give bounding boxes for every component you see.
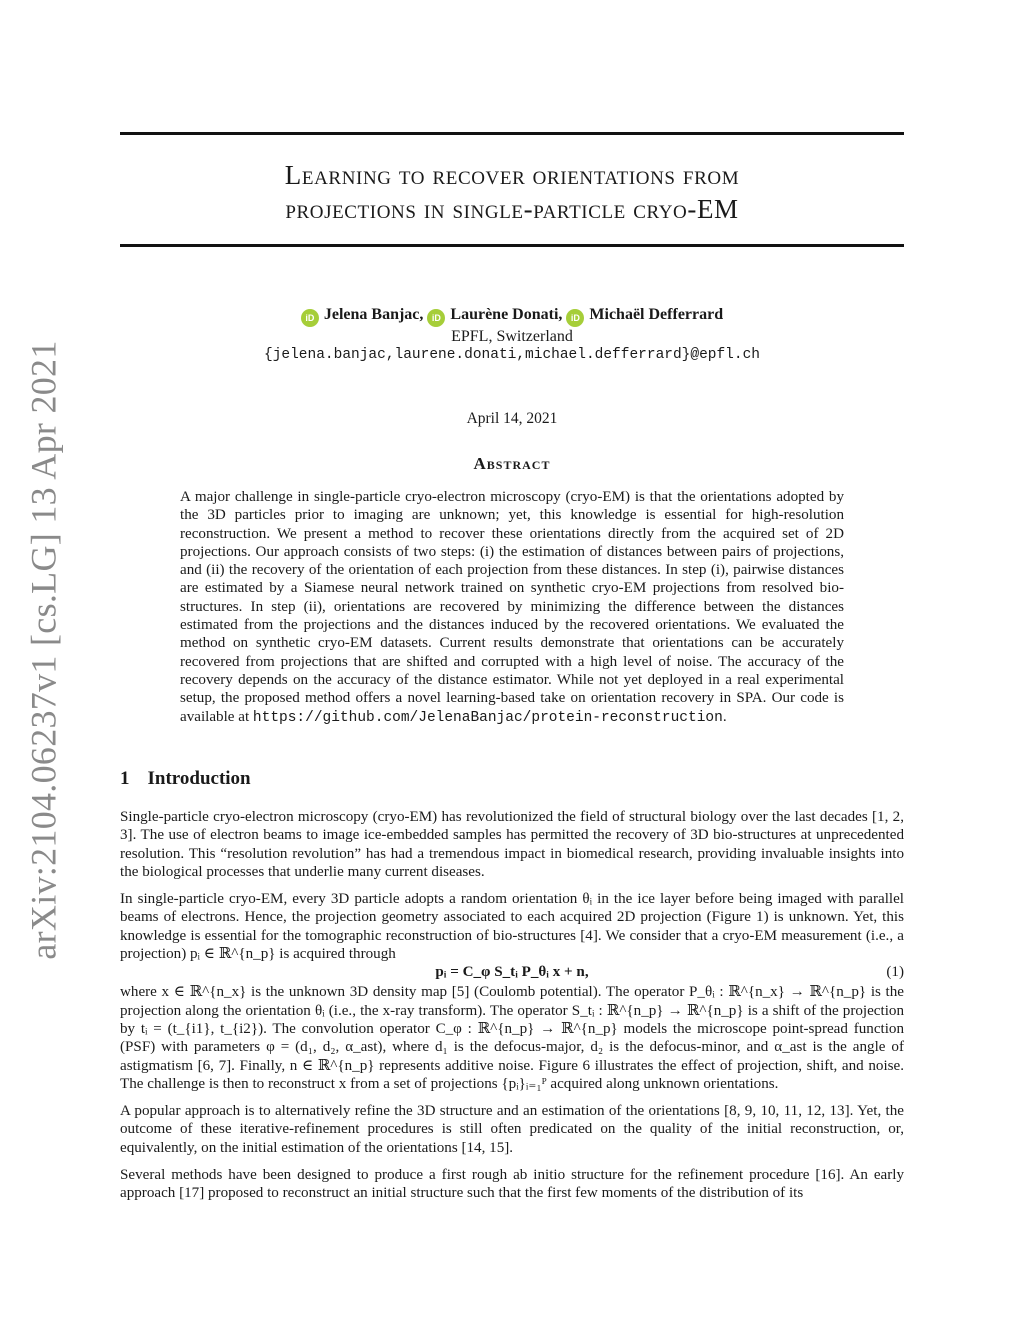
affiliation: EPFL, Switzerland [451,328,573,345]
top-rule [120,132,904,135]
author-name: Jelena Banjac, [323,306,424,323]
paragraph: Single-particle cryo-electron microscopy (cryo-EM) has revolutionized the field of structural biology over the last decades [1, 2, 3]. The use of electron beams to image ice-embedded samples has permitted the recovery of 3D bio-structures at unprecedented resolution. This “resolution revolution” has had a tremendous impact in biomedical research, providing invaluable insights into the biological processes that underlie many current diseases. [120,809,904,880]
paper-title [120,158,904,226]
section-number: 1 [120,768,130,789]
paper-date: April 14, 2021 [466,410,558,427]
orcid-icon[interactable]: iD [427,309,445,327]
orcid-icon[interactable]: iD [301,309,319,327]
orcid-icon[interactable]: iD [566,309,584,327]
author-name: Michaël Defferrard [589,306,724,323]
section-title: Introduction [147,768,251,789]
paragraph: In single-particle cryo-EM, every 3D particle adopts a random orientation θᵢ in the ice layer before being imaged with parallel beams of electrons. Hence, the projection geometry associated to each acquired 2D projection (Figure 1) is unknown. Yet, this knowledge is essential for the tomographic reconstruction of bio-structures [4]. We consider that a cryo-EM measurement (i.e., a projection) pᵢ ∈ ℝ^{n_p} is acquired through [120,891,904,963]
title-line-1: Learning to recover orientations from [284,160,740,190]
paragraph: where x ∈ ℝ^{n_x} is the unknown 3D density map [5] (Coulomb potential). The operator P_θᵢ : ℝ^{n_x} → ℝ^{n_p} is the projection along the orientation θᵢ (i.e., the x-ray transform). The operator S_tᵢ : ℝ^{n_p} → ℝ^{n_p} is a shift of the projection by tᵢ = (t_{i1}, t_{i2}). The convolution operator C_φ : ℝ^{n_p} → ℝ^{n_p} models the microscope point-spread function (PSF) with parameters φ = (d₁, d₂, α_ast), where d₁ is the defocus-major, d₂ is the defocus-minor, and α_ast is the angle of astigmatism [6, 7]. Finally, n ∈ ℝ^{n_p} represents additive noise. Figure 6 illustrates the effect of projection, shift, and noise. The challenge is then to reconstruct x from a set of projections {pᵢ}ᵢ₌₁ᴾ acquired along unknown orientations. [120,984,904,1092]
paragraph: A popular approach is to alternatively refine the 3D structure and an estimation of the orientations [8, 9, 10, 11, 12, 13]. Yet, the outcome of these iterative-refinement procedures is still often predicated on the quality of the initial reconstruction, or, equivalently, on the initial estimation of the orientations [14, 15]. [120,1103,904,1156]
equation [120,963,904,983]
author-block [120,305,904,365]
author-names [120,305,904,327]
equation-expression: pᵢ = C_φ S_tᵢ P_θᵢ x + n, [435,964,589,981]
paragraph: Several methods have been designed to produce a first rough ab initio structure for the refinement procedure [16]. An early approach [17] proposed to reconstruct an initial structure such that the first few moments of the distribution of its [120,1167,904,1202]
equation-number: (1) [886,964,904,981]
author-name: Laurène Donati, [450,306,563,323]
abstract-text: A major challenge in single-particle cryo-electron microscopy (cryo-EM) is that the orientations adopted by the 3D particles prior to imaging are unknown; yet, this knowledge is essential for high-resolution reconstruction. We present a method to recover these orientations directly from the acquired set of 2D projections. Our approach consists of two steps: (i) the estimation of distances between pairs of projections, and (ii) the recovery of the orientation of each projection from these distances. In step (i), pairwise distances are estimated by a Siamese neural network trained on synthetic cryo-EM projections from resolved bio-structures. In step (ii), orientations are recovered by minimizing the difference between the distances estimated from the projections and the distances induced by the recovered orientations. We evaluated the method on synthetic cryo-EM datasets. Current results demonstrate that orientations can be accurately recovered from projections that are shifted and corrupted with a high level of noise. The accuracy of the recovery depends on the accuracy of the distance estimator. While not yet deployed in a real experimental setup, the proposed method offers a novel learning-based take on orientation recovery in SPA. Our code is available at https://github.com/JelenaBanjac/protein-reconstruction. [180,489,844,726]
abstract-heading: Abstract [473,454,551,473]
bottom-rule [120,244,904,247]
section-heading [120,768,251,790]
title-line-2: projections in single-particle cryo-EM [285,194,739,224]
intro-body [120,808,904,1212]
arxiv-identifier: arXiv:2104.06237v1 [cs.LG] 13 Apr 2021 [24,340,65,960]
code-url[interactable]: https://github.com/JelenaBanjac/protein-reconstruction [252,709,723,726]
author-emails: {jelena.banjac,laurene.donati,michael.defferrard}@epfl.ch [264,347,760,363]
